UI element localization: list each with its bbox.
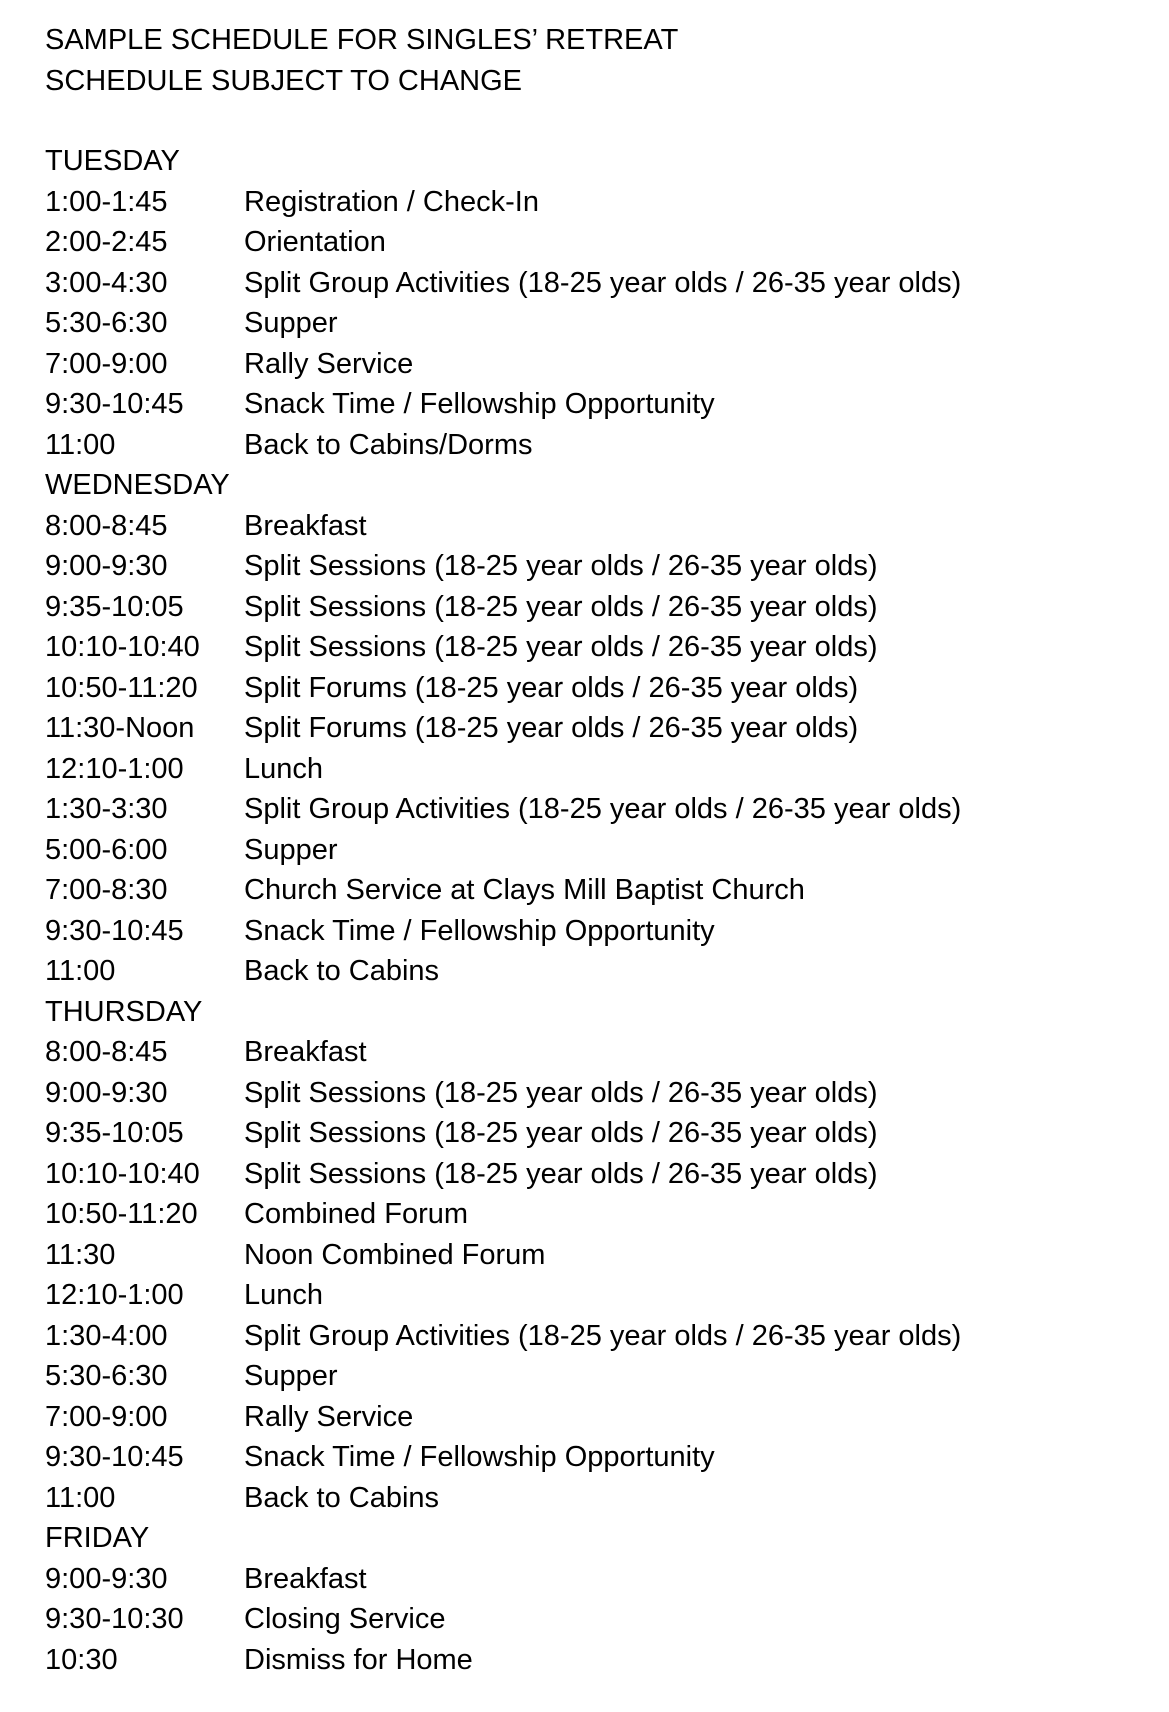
activity-label: Supper <box>244 1360 338 1392</box>
activity-label: Orientation <box>244 226 386 258</box>
activity-label: Supper <box>244 307 338 339</box>
time-slot: 5:00-6:00 <box>45 833 168 866</box>
schedule-row <box>45 1275 1145 1316</box>
schedule-row <box>45 911 1145 952</box>
schedule-list <box>45 141 1145 1680</box>
schedule-row <box>45 668 1145 709</box>
time-slot: 7:00-8:30 <box>45 874 168 906</box>
time-slot: 7:00-9:00 <box>45 1400 168 1433</box>
time-slot: 2:00-2:45 <box>45 226 168 258</box>
schedule-row <box>45 1032 1145 1073</box>
activity-label: Snack Time / Fellowship Opportunity <box>244 388 715 420</box>
schedule-row <box>45 627 1145 668</box>
schedule-row <box>45 1478 1145 1519</box>
time-slot: 5:30-6:30 <box>45 1360 168 1392</box>
activity-label: Snack Time / Fellowship Opportunity <box>244 1441 715 1473</box>
schedule-row <box>45 1194 1145 1235</box>
activity-label: Rally Service <box>244 1400 414 1433</box>
schedule-row <box>45 1397 1145 1438</box>
time-slot: 11:00 <box>45 1481 116 1514</box>
day-heading: FRIDAY <box>45 1522 150 1554</box>
activity-label: Combined Forum <box>244 1198 469 1230</box>
document-title: SAMPLE SCHEDULE FOR SINGLES’ RETREAT <box>45 24 679 56</box>
time-slot: 9:00-9:30 <box>45 550 168 582</box>
spacer <box>45 101 1145 141</box>
day-heading: TUESDAY <box>45 145 180 177</box>
activity-label: Rally Service <box>244 347 414 380</box>
time-slot: 9:35-10:05 <box>45 590 184 623</box>
time-slot: 9:00-9:30 <box>45 1562 168 1595</box>
activity-label: Split Sessions (18-25 year olds / 26-35 year olds) <box>244 631 878 663</box>
schedule-row <box>45 263 1145 304</box>
activity-label: Split Forums (18-25 year olds / 26-35 year olds) <box>244 712 859 744</box>
activity-label: Breakfast <box>244 1036 367 1068</box>
time-slot: 1:30-4:00 <box>45 1319 168 1352</box>
activity-label: Breakfast <box>244 1562 367 1595</box>
schedule-row <box>45 344 1145 385</box>
time-slot: 11:30 <box>45 1238 116 1271</box>
activity-label: Dismiss for Home <box>244 1643 473 1676</box>
schedule-row <box>45 1235 1145 1276</box>
schedule-row <box>45 1437 1145 1478</box>
time-slot: 9:30-10:45 <box>45 1441 184 1473</box>
activity-label: Split Sessions (18-25 year olds / 26-35 year olds) <box>244 590 878 623</box>
document-subtitle: SCHEDULE SUBJECT TO CHANGE <box>45 64 522 97</box>
activity-label: Church Service at Clays Mill Baptist Church <box>244 874 805 906</box>
day-heading: THURSDAY <box>45 995 203 1028</box>
schedule-row <box>45 384 1145 425</box>
schedule-row <box>45 1559 1145 1600</box>
activity-label: Closing Service <box>244 1603 446 1635</box>
schedule-row <box>45 830 1145 871</box>
schedule-row <box>45 546 1145 587</box>
schedule-row <box>45 1599 1145 1640</box>
activity-label: Split Forums (18-25 year olds / 26-35 year olds) <box>244 671 859 704</box>
schedule-row <box>45 425 1145 466</box>
day-heading: WEDNESDAY <box>45 469 230 501</box>
schedule-row <box>45 749 1145 790</box>
time-slot: 11:00 <box>45 428 116 461</box>
time-slot: 1:00-1:45 <box>45 185 168 218</box>
time-slot: 9:35-10:05 <box>45 1117 184 1149</box>
activity-label: Lunch <box>244 1279 324 1311</box>
activity-label: Split Group Activities (18-25 year olds / 26-35 year olds) <box>244 793 962 825</box>
time-slot: 9:00-9:30 <box>45 1076 168 1109</box>
time-slot: 10:10-10:40 <box>45 1157 200 1190</box>
time-slot: 12:10-1:00 <box>45 752 184 785</box>
time-slot: 11:30-Noon <box>45 712 195 744</box>
time-slot: 8:00-8:45 <box>45 1036 168 1068</box>
time-slot: 3:00-4:30 <box>45 266 168 299</box>
schedule-row <box>45 222 1145 263</box>
time-slot: 10:30 <box>45 1643 118 1676</box>
time-slot: 10:50-11:20 <box>45 671 198 704</box>
time-slot: 10:50-11:20 <box>45 1198 198 1230</box>
time-slot: 9:30-10:45 <box>45 388 184 420</box>
schedule-row <box>45 182 1145 223</box>
time-slot: 5:30-6:30 <box>45 307 168 339</box>
activity-label: Back to Cabins <box>244 955 440 987</box>
time-slot: 7:00-9:00 <box>45 347 168 380</box>
activity-label: Back to Cabins/Dorms <box>244 428 533 461</box>
activity-label: Registration / Check-In <box>244 185 539 218</box>
time-slot: 10:10-10:40 <box>45 631 200 663</box>
activity-label: Breakfast <box>244 509 367 542</box>
activity-label: Snack Time / Fellowship Opportunity <box>244 914 715 947</box>
activity-label: Supper <box>244 833 338 866</box>
schedule-row <box>45 1356 1145 1397</box>
activity-label: Split Group Activities (18-25 year olds / 26-35 year olds) <box>244 266 962 299</box>
schedule-row <box>45 1316 1145 1357</box>
time-slot: 1:30-3:30 <box>45 793 168 825</box>
activity-label: Back to Cabins <box>244 1481 440 1514</box>
activity-label: Lunch <box>244 752 324 785</box>
schedule-row <box>45 1154 1145 1195</box>
time-slot: 9:30-10:45 <box>45 914 184 947</box>
schedule-document <box>45 20 1145 1680</box>
schedule-row <box>45 789 1145 830</box>
activity-label: Split Sessions (18-25 year olds / 26-35 year olds) <box>244 1076 878 1109</box>
schedule-row <box>45 708 1145 749</box>
schedule-row <box>45 870 1145 911</box>
time-slot: 12:10-1:00 <box>45 1279 184 1311</box>
activity-label: Split Sessions (18-25 year olds / 26-35 year olds) <box>244 1157 878 1190</box>
schedule-row <box>45 951 1145 992</box>
schedule-row <box>45 506 1145 547</box>
schedule-row <box>45 1073 1145 1114</box>
schedule-row <box>45 303 1145 344</box>
activity-label: Split Sessions (18-25 year olds / 26-35 year olds) <box>244 1117 878 1149</box>
activity-label: Split Sessions (18-25 year olds / 26-35 year olds) <box>244 550 878 582</box>
time-slot: 11:00 <box>45 955 116 987</box>
time-slot: 9:30-10:30 <box>45 1603 184 1635</box>
time-slot: 8:00-8:45 <box>45 509 168 542</box>
activity-label: Split Group Activities (18-25 year olds / 26-35 year olds) <box>244 1319 962 1352</box>
activity-label: Noon Combined Forum <box>244 1238 546 1271</box>
schedule-row <box>45 1640 1145 1681</box>
schedule-row <box>45 587 1145 628</box>
schedule-row <box>45 1113 1145 1154</box>
